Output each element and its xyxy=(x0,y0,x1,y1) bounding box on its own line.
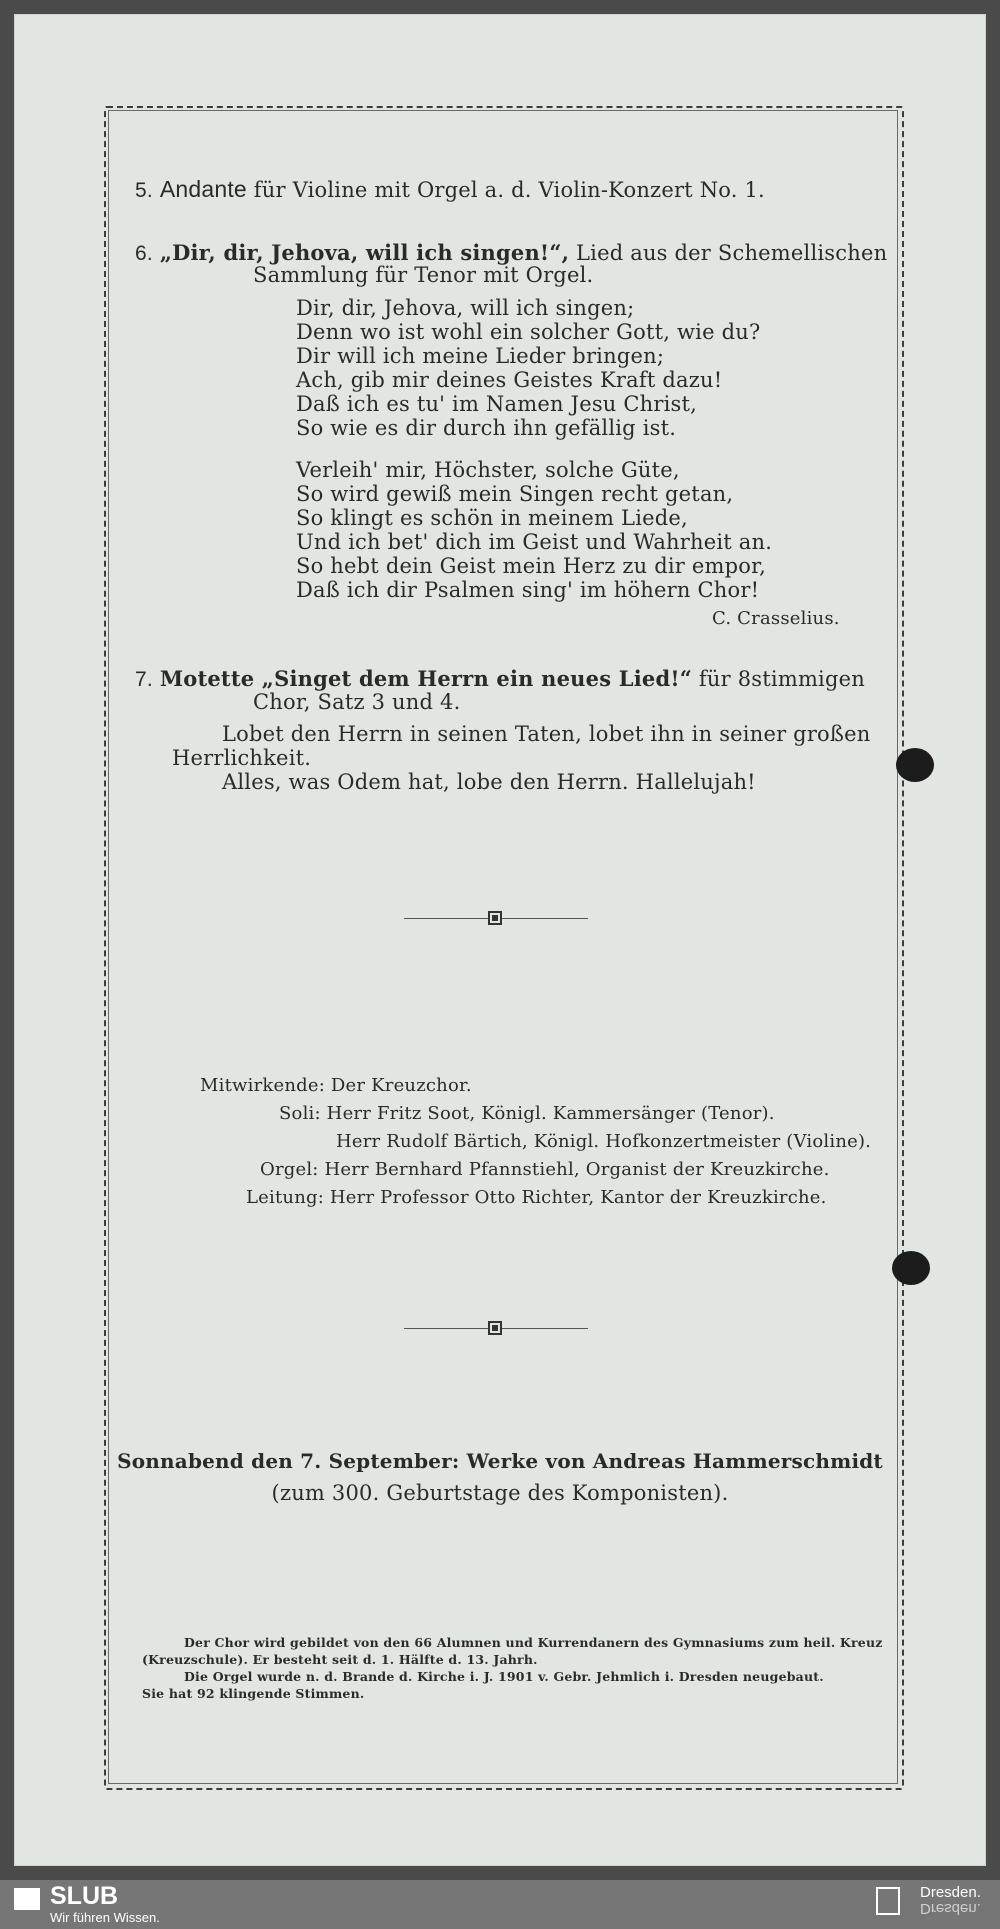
item-description: Lied aus der Schemellischen xyxy=(576,241,888,265)
slub-logo-text[interactable]: SLUB xyxy=(50,1882,119,1910)
ornament-diamond xyxy=(488,1321,502,1335)
verse-line: Ach, gib mir deines Geistes Kraft dazu! xyxy=(296,368,723,392)
verse-line: So wie es dir durch ihn gefällig ist. xyxy=(296,416,677,440)
credits-choir: Mitwirkende: Der Kreuzchor. xyxy=(200,1075,472,1096)
item-number: 6. xyxy=(135,242,153,265)
motet-text: Herrlichkeit. xyxy=(172,746,312,770)
footnote: Der Chor wird gebildet von den 66 Alumnen und Kurrendanern des Gymnasiums zum heil. Kreuz xyxy=(184,1635,883,1650)
slub-logo-icon[interactable] xyxy=(14,1888,40,1910)
verse-line: So hebt dein Geist mein Herz zu dir empor, xyxy=(296,554,766,578)
item-title: Andante xyxy=(159,176,247,202)
motet-text: Alles, was Odem hat, lobe den Herrn. Hallelujah! xyxy=(222,770,756,794)
item-number: 7. xyxy=(135,668,153,691)
verse-line: Daß ich dir Psalmen sing' im höhern Chor! xyxy=(296,578,760,602)
motet-text: Lobet den Herrn in seinen Taten, lobet ihn in seiner großen xyxy=(222,722,871,746)
verse-line: So klingt es schön in meinem Liede, xyxy=(296,506,688,530)
credits-organ: Orgel: Herr Bernhard Pfannstiehl, Organist der Kreuzkirche. xyxy=(260,1159,830,1180)
verse-line: Denn wo ist wohl ein solcher Gott, wie du? xyxy=(296,320,761,344)
ornament-diamond xyxy=(488,911,502,925)
verse-line: Und ich bet' dich im Geist und Wahrheit an. xyxy=(296,530,773,554)
credits-soloist-tenor: Soli: Herr Fritz Soot, Königl. Kammersänger (Tenor). xyxy=(279,1103,775,1124)
punch-hole-bottom xyxy=(892,1251,930,1285)
dresden-logo-mirror: Dresden. xyxy=(920,1900,981,1917)
item-description: für Violine mit Orgel a. d. Violin-Konzert No. 1. xyxy=(253,178,765,202)
verse-line: Daß ich es tu' im Namen Jesu Christ, xyxy=(296,392,698,416)
next-concert-announcement: Sonnabend den 7. September: Werke von Andreas Hammerschmidt xyxy=(117,1449,883,1473)
verse-line: So wird gewiß mein Singen recht getan, xyxy=(296,482,734,506)
program-item-7 xyxy=(135,666,865,692)
item-description-cont: Chor, Satz 3 und 4. xyxy=(253,690,461,714)
item-description-cont: Sammlung für Tenor mit Orgel. xyxy=(253,263,594,287)
credits-conductor: Leitung: Herr Professor Otto Richter, Kantor der Kreuzkirche. xyxy=(246,1187,827,1208)
footnote: (Kreuzschule). Er besteht seit d. 1. Hälfte d. 13. Jahrh. xyxy=(142,1652,538,1667)
verse-line: Verleih' mir, Höchster, solche Güte, xyxy=(296,458,680,482)
item-title: Motette „Singet dem Herrn ein neues Lied!“ xyxy=(159,666,693,691)
next-concert-subtitle: (zum 300. Geburtstage des Komponisten). xyxy=(271,1481,729,1505)
punch-hole-top xyxy=(896,748,934,782)
dresden-logo-text[interactable]: Dresden. xyxy=(920,1884,981,1901)
slub-tagline: Wir führen Wissen. xyxy=(50,1910,160,1925)
item-title: „Dir, dir, Jehova, will ich singen!“, xyxy=(159,240,570,265)
verse-line: Dir will ich meine Lieder bringen; xyxy=(296,344,665,368)
footnote: Die Orgel wurde n. d. Brande d. Kirche i. J. 1901 v. Gebr. Jehmlich i. Dresden neugebaut. xyxy=(184,1669,824,1684)
program-item-5 xyxy=(135,176,765,203)
verse-line: Dir, dir, Jehova, will ich singen; xyxy=(296,296,635,320)
item-number: 5. xyxy=(135,179,153,202)
credits-soloist-violin: Herr Rudolf Bärtich, Königl. Hofkonzertmeister (Violine). xyxy=(336,1131,872,1152)
verse-author: C. Crasselius. xyxy=(712,608,840,629)
item-description: für 8stimmigen xyxy=(698,667,865,691)
footnote: Sie hat 92 klingende Stimmen. xyxy=(142,1686,365,1701)
dresden-crest-icon xyxy=(876,1887,900,1915)
